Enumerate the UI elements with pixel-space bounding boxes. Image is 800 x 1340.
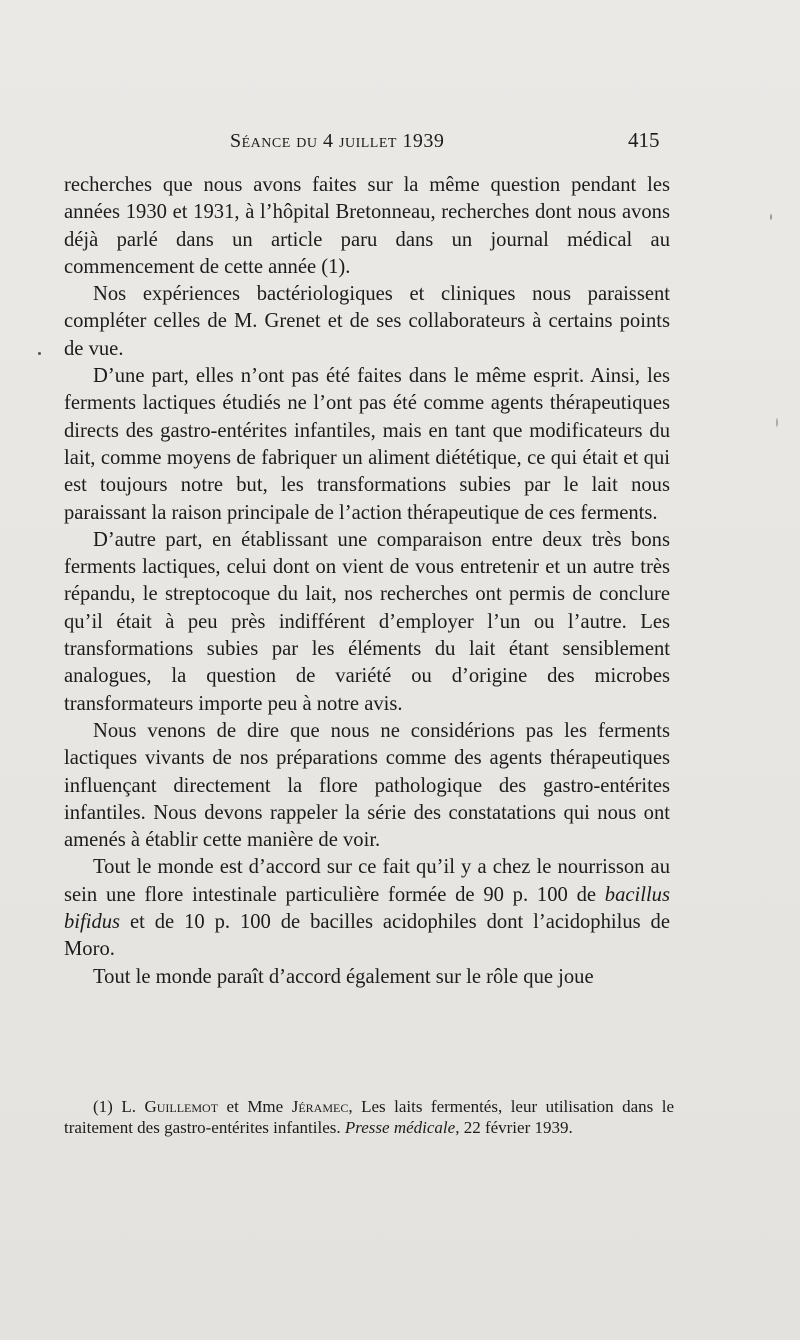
paragraph-6-text-start: Tout le monde est d’accord sur ce fait qu’il y a chez le nourrisson au sein une flore intestinale particulière formée de 90 p. 100 de bbox=[64, 856, 670, 906]
footnote-author-2: Jéramec bbox=[291, 1097, 349, 1116]
species-name: bacillus bifidus bbox=[64, 883, 670, 934]
paragraph-5: Nous venons de dire que nous ne considérions pas les ferments lactiques vivants de nos préparations comme des agents thérapeutiques influençant directement la flore pathologique des gastro-entérites infantiles. Nous devons rappeler la série des constatations qui nous ont amenés à établir cette manière de voir. bbox=[64, 719, 670, 852]
page-number: 415 bbox=[628, 128, 660, 152]
paper-speck bbox=[38, 352, 41, 355]
paragraph-6 bbox=[64, 854, 670, 963]
running-title: Séance du 4 juillet 1939 bbox=[230, 130, 445, 152]
footnote-text bbox=[64, 1096, 674, 1138]
paragraph-2: Nos expériences bactériologiques et cliniques nous paraissent compléter celles de M. Grenet et de ses collaborateurs à certains points de vue. bbox=[64, 283, 670, 360]
footnote-journal: Presse médicale bbox=[344, 1118, 456, 1137]
footnote-date: , 22 février 1939. bbox=[455, 1118, 573, 1137]
footnote-marker: (1) bbox=[93, 1097, 122, 1116]
paragraph-4: D’autre part, en établissant une comparaison entre deux très bons ferments lactiques, celui dont on vient de vous entretenir et un autre très répandu, le streptocoque du lait, nos recherches ont permis de conclure qu’il était à peu près indifférent d’employer l’un ou l’autre. Les transformations subies par les éléments du lait étant sensiblement analogues, la question de variété ou d’origine des microbes transformateurs importe peu à notre avis. bbox=[64, 528, 670, 715]
footnote bbox=[64, 1096, 674, 1138]
paragraph-7: Tout le monde paraît d’accord également sur le rôle que joue bbox=[93, 965, 594, 988]
body-text bbox=[64, 172, 670, 991]
paragraph-3: D’une part, elles n’ont pas été faites dans le même esprit. Ainsi, les ferments lactiques étudiés ne l’ont pas été comme agents thérapeutiques directs des gastro-entérites infantiles, mais en tant que modificateurs du lait, comme moyens de fabriquer un aliment diététique, ce qui était et qui est toujours notre but, les transformations subies par le lait nous paraissant la raison principale de l’action thérapeutique de ces ferments. bbox=[64, 365, 670, 524]
footnote-title: , Les laits fermentés, leur utilisation dans le traitement des gastro-entérites infantiles. bbox=[64, 1097, 675, 1137]
page-header bbox=[0, 126, 800, 156]
footnote-conjunction: et Mme bbox=[218, 1097, 292, 1116]
footnote-author-1: L. Guillemot bbox=[121, 1097, 219, 1116]
paper-speck bbox=[776, 418, 778, 427]
paper-speck bbox=[770, 214, 772, 220]
paragraph-6-text-end: et de 10 p. 100 de bacilles acidophiles dont l’acidophilus de Moro. bbox=[64, 911, 670, 961]
paragraph-1: recherches que nous avons faites sur la même question pendant les années 1930 et 1931, à l’hôpital Bretonneau, recherches dont nous avons déjà parlé dans un article paru dans un journal médical au commencement de cette année (1). bbox=[64, 174, 670, 278]
